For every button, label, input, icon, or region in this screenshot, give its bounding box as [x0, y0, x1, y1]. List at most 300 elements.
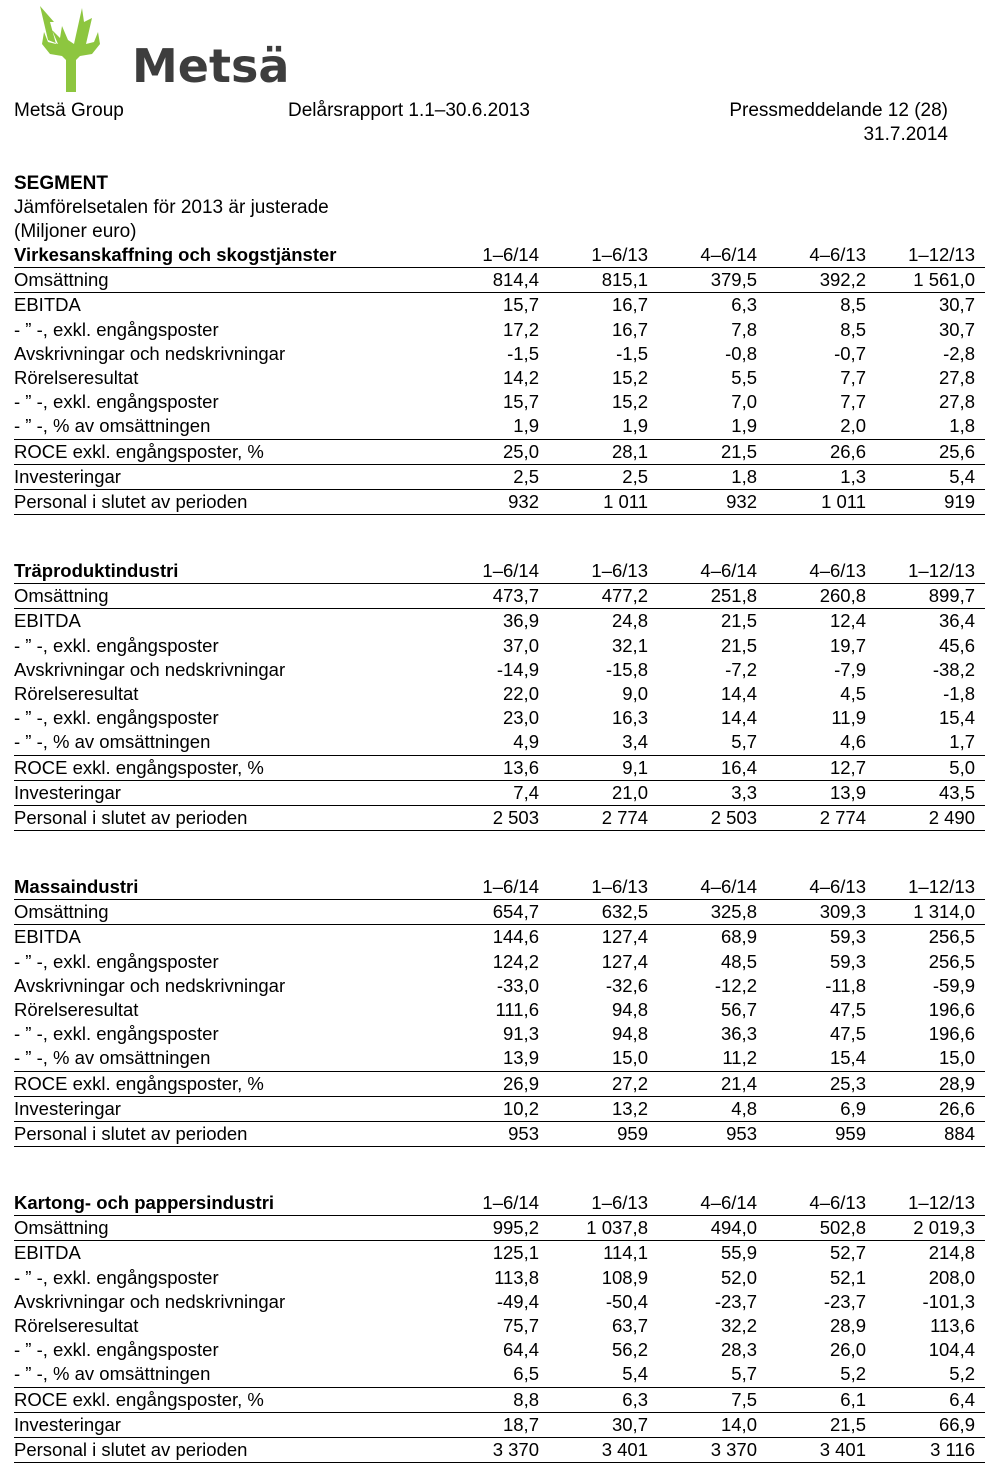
- value-cell: 113,6: [930, 1315, 975, 1337]
- value-cell: 1 561,0: [876, 268, 985, 293]
- row-label: Investeringar: [14, 780, 440, 805]
- value-cell: 196,6: [928, 1023, 975, 1045]
- table-row: [14, 1046, 985, 1071]
- value-cell: 494,0: [658, 1216, 767, 1241]
- value-cell: 1,9: [549, 414, 658, 439]
- value-cell: 208,0: [928, 1266, 975, 1288]
- row-label: Personal i slutet av perioden: [14, 1122, 440, 1147]
- unit-note: (Miljoner euro): [14, 221, 137, 242]
- value-cell: 15,4: [938, 707, 975, 729]
- row-label: Investeringar: [14, 1096, 440, 1121]
- value-cell: 379,5: [658, 268, 767, 293]
- comparison-note: Jämförelsetalen för 2013 är justerade: [14, 197, 329, 218]
- table-row: [14, 706, 985, 730]
- table-row: [14, 900, 985, 925]
- value-cell: 43,5: [876, 780, 985, 805]
- row-label: Rörelseresultat: [14, 999, 139, 1021]
- column-header: 1–12/13: [876, 559, 985, 584]
- value-cell: 4,8: [658, 1096, 767, 1121]
- row-label: Personal i slutet av perioden: [14, 1438, 440, 1463]
- row-label: Investeringar: [14, 1412, 440, 1437]
- section-kartong-pappersindustri: [14, 1191, 975, 1463]
- value-cell: 37,0: [502, 634, 539, 656]
- value-cell: -49,4: [496, 1290, 539, 1312]
- table-row: [14, 1122, 985, 1147]
- value-cell: 26,6: [767, 439, 876, 464]
- value-cell: 113,8: [494, 1266, 539, 1288]
- row-label: - ” -, % av omsättningen: [14, 1362, 440, 1387]
- value-cell: -101,3: [922, 1290, 975, 1312]
- table-header-row: [14, 243, 985, 268]
- value-cell: 127,4: [601, 950, 648, 972]
- value-cell: 63,7: [611, 1315, 648, 1337]
- value-cell: 932: [440, 490, 549, 515]
- value-cell: -11,8: [825, 974, 866, 996]
- value-cell: 36,3: [720, 1023, 757, 1045]
- report-date: 31.7.2014: [863, 124, 948, 145]
- column-header: 1–6/13: [549, 875, 658, 900]
- value-cell: 15,0: [876, 1046, 985, 1071]
- value-cell: 59,3: [829, 926, 866, 948]
- value-cell: 1 037,8: [549, 1216, 658, 1241]
- value-cell: 25,3: [767, 1071, 876, 1096]
- value-cell: 25,0: [440, 439, 549, 464]
- value-cell: 21,0: [549, 780, 658, 805]
- value-cell: 8,8: [440, 1387, 549, 1412]
- row-label: Omsättning: [14, 900, 440, 925]
- value-cell: 26,6: [876, 1096, 985, 1121]
- value-cell: 25,6: [876, 439, 985, 464]
- value-cell: 12,4: [829, 610, 866, 632]
- value-cell: 392,2: [767, 268, 876, 293]
- table-row: [14, 1071, 985, 1096]
- column-header: 1–6/13: [549, 559, 658, 584]
- segment-table: [14, 559, 985, 831]
- value-cell: 11,9: [831, 707, 866, 729]
- table-header-row: [14, 875, 985, 900]
- row-label: Rörelseresultat: [14, 1315, 139, 1337]
- value-cell: 7,7: [840, 367, 866, 389]
- value-cell: 995,2: [440, 1216, 549, 1241]
- value-cell: 8,5: [840, 294, 866, 316]
- table-row: [14, 1314, 985, 1338]
- row-label: - ” -, exkl. engångsposter: [14, 707, 219, 729]
- table-row: [14, 1022, 985, 1046]
- value-cell: 2,5: [549, 464, 658, 489]
- table-row: [14, 1241, 985, 1266]
- value-cell: 56,7: [720, 999, 757, 1021]
- value-cell: 13,9: [440, 1046, 549, 1071]
- value-cell: 16,3: [611, 707, 648, 729]
- value-cell: 32,1: [611, 634, 648, 656]
- table-row: [14, 780, 985, 805]
- column-header: 4–6/13: [767, 1191, 876, 1216]
- column-header: 1–12/13: [876, 875, 985, 900]
- value-cell: 1,8: [658, 464, 767, 489]
- row-label: - ” -, % av omsättningen: [14, 414, 440, 439]
- value-cell: -0,8: [725, 342, 757, 364]
- value-cell: 47,5: [829, 999, 866, 1021]
- value-cell: 27,8: [938, 391, 975, 413]
- section-title: Massaindustri: [14, 875, 440, 900]
- value-cell: 3 401: [767, 1438, 876, 1463]
- value-cell: 5,2: [876, 1362, 985, 1387]
- row-label: EBITDA: [14, 1242, 81, 1264]
- value-cell: 632,5: [549, 900, 658, 925]
- value-cell: 5,4: [549, 1362, 658, 1387]
- value-cell: -7,9: [834, 658, 866, 680]
- value-cell: 256,5: [928, 926, 975, 948]
- value-cell: 16,4: [658, 755, 767, 780]
- value-cell: 48,5: [720, 950, 757, 972]
- row-label: Rörelseresultat: [14, 367, 139, 389]
- value-cell: 477,2: [549, 584, 658, 609]
- value-cell: 21,4: [658, 1071, 767, 1096]
- table-row: [14, 806, 985, 831]
- segment-table: [14, 1191, 985, 1463]
- value-cell: 59,3: [829, 950, 866, 972]
- row-label: Omsättning: [14, 1216, 440, 1241]
- value-cell: 23,0: [502, 707, 539, 729]
- row-label: Omsättning: [14, 584, 440, 609]
- value-cell: 127,4: [601, 926, 648, 948]
- table-row: [14, 1096, 985, 1121]
- table-row: [14, 925, 985, 950]
- value-cell: 17,2: [502, 318, 539, 340]
- value-cell: 55,9: [720, 1242, 757, 1264]
- table-row: [14, 464, 985, 489]
- table-row: [14, 318, 985, 342]
- value-cell: 94,8: [611, 999, 648, 1021]
- column-header: 1–6/13: [549, 243, 658, 268]
- section-title: Träproduktindustri: [14, 559, 440, 584]
- column-header: 1–6/13: [549, 1191, 658, 1216]
- value-cell: 196,6: [928, 999, 975, 1021]
- value-cell: 21,5: [767, 1412, 876, 1437]
- value-cell: 13,9: [767, 780, 876, 805]
- value-cell: 1,7: [876, 730, 985, 755]
- value-cell: 18,7: [440, 1412, 549, 1437]
- value-cell: 19,7: [829, 634, 866, 656]
- value-cell: -12,2: [714, 974, 757, 996]
- value-cell: -1,8: [943, 683, 975, 705]
- value-cell: 473,7: [440, 584, 549, 609]
- row-label: EBITDA: [14, 610, 81, 632]
- table-row: [14, 658, 985, 682]
- value-cell: 2 503: [440, 806, 549, 831]
- value-cell: 12,7: [767, 755, 876, 780]
- value-cell: 52,0: [720, 1266, 757, 1288]
- value-cell: 66,9: [876, 1412, 985, 1437]
- value-cell: 3,3: [658, 780, 767, 805]
- column-header: 1–6/14: [440, 559, 549, 584]
- table-row: [14, 390, 985, 414]
- value-cell: 1 314,0: [876, 900, 985, 925]
- row-label: - ” -, exkl. engångsposter: [14, 1023, 219, 1045]
- value-cell: 11,2: [658, 1046, 767, 1071]
- value-cell: -32,6: [605, 974, 648, 996]
- row-label: - ” -, exkl. engångsposter: [14, 1339, 219, 1361]
- value-cell: 111,6: [495, 999, 539, 1021]
- value-cell: 2 774: [549, 806, 658, 831]
- table-row: [14, 609, 985, 634]
- table-row: [14, 414, 985, 439]
- table-row: [14, 366, 985, 390]
- value-cell: 56,2: [611, 1339, 648, 1361]
- segment-intro: [14, 172, 329, 244]
- value-cell: 3 116: [876, 1438, 985, 1463]
- row-label: Avskrivningar och nedskrivningar: [14, 658, 286, 680]
- value-cell: -2,8: [943, 342, 975, 364]
- table-row: [14, 950, 985, 974]
- value-cell: 6,4: [876, 1387, 985, 1412]
- value-cell: 214,8: [928, 1242, 975, 1264]
- value-cell: 3 370: [658, 1438, 767, 1463]
- value-cell: 4,9: [440, 730, 549, 755]
- value-cell: -14,9: [496, 658, 539, 680]
- table-row: [14, 342, 985, 366]
- row-label: Avskrivningar och nedskrivningar: [14, 1290, 286, 1312]
- value-cell: 814,4: [440, 268, 549, 293]
- value-cell: 32,2: [720, 1315, 757, 1337]
- value-cell: 1,3: [767, 464, 876, 489]
- value-cell: 28,9: [829, 1315, 866, 1337]
- metsa-logo: [0, 0, 290, 96]
- value-cell: 6,3: [549, 1387, 658, 1412]
- value-cell: 15,4: [767, 1046, 876, 1071]
- value-cell: 654,7: [440, 900, 549, 925]
- row-label: Avskrivningar och nedskrivningar: [14, 342, 286, 364]
- column-header: 1–6/14: [440, 875, 549, 900]
- value-cell: 325,8: [658, 900, 767, 925]
- company-name: Metsä Group: [14, 100, 124, 121]
- value-cell: -23,7: [714, 1290, 757, 1312]
- row-label: ROCE exkl. engångsposter, %: [14, 1071, 440, 1096]
- value-cell: -38,2: [932, 658, 975, 680]
- value-cell: 45,6: [938, 634, 975, 656]
- table-row: [14, 1438, 985, 1463]
- value-cell: 14,4: [720, 683, 757, 705]
- value-cell: 3 401: [549, 1438, 658, 1463]
- value-cell: 7,7: [840, 391, 866, 413]
- row-label: Rörelseresultat: [14, 683, 139, 705]
- value-cell: 7,5: [658, 1387, 767, 1412]
- value-cell: 13,2: [549, 1096, 658, 1121]
- table-row: [14, 439, 985, 464]
- value-cell: -33,0: [496, 974, 539, 996]
- row-label: - ” -, exkl. engångsposter: [14, 634, 219, 656]
- value-cell: 7,0: [731, 391, 757, 413]
- column-header: 1–6/14: [440, 243, 549, 268]
- column-header: 4–6/13: [767, 243, 876, 268]
- value-cell: -1,5: [507, 342, 539, 364]
- value-cell: 1,9: [440, 414, 549, 439]
- row-label: Avskrivningar och nedskrivningar: [14, 974, 286, 996]
- value-cell: 2,0: [767, 414, 876, 439]
- value-cell: 6,9: [767, 1096, 876, 1121]
- value-cell: 884: [876, 1122, 985, 1147]
- value-cell: 47,5: [829, 1023, 866, 1045]
- table-row: [14, 998, 985, 1022]
- table-header-row: [14, 559, 985, 584]
- table-row: [14, 974, 985, 998]
- value-cell: 21,5: [658, 439, 767, 464]
- table-row: [14, 268, 985, 293]
- value-cell: 5,5: [731, 367, 757, 389]
- value-cell: 28,3: [720, 1339, 757, 1361]
- value-cell: 30,7: [549, 1412, 658, 1437]
- segment-table: [14, 243, 985, 515]
- value-cell: 91,3: [502, 1023, 539, 1045]
- table-row: [14, 755, 985, 780]
- value-cell: 27,8: [938, 367, 975, 389]
- value-cell: 3 370: [440, 1438, 549, 1463]
- value-cell: 104,4: [928, 1339, 975, 1361]
- table-row: [14, 1216, 985, 1241]
- column-header: 1–12/13: [876, 1191, 985, 1216]
- row-label: - ” -, % av omsättningen: [14, 730, 440, 755]
- row-label: - ” -, exkl. engångsposter: [14, 1266, 219, 1288]
- value-cell: 125,1: [492, 1242, 539, 1264]
- section-title: Virkesanskaffning och skogstjänster: [14, 243, 440, 268]
- table-row: [14, 1266, 985, 1290]
- value-cell: 15,7: [502, 294, 539, 316]
- value-cell: 8,5: [840, 318, 866, 340]
- column-header: 4–6/14: [658, 559, 767, 584]
- row-label: Investeringar: [14, 464, 440, 489]
- section-title: Kartong- och pappersindustri: [14, 1191, 440, 1216]
- value-cell: 959: [767, 1122, 876, 1147]
- value-cell: 4,5: [840, 683, 866, 705]
- row-label: EBITDA: [14, 294, 81, 316]
- value-cell: 7,8: [731, 318, 757, 340]
- row-label: Personal i slutet av perioden: [14, 806, 440, 831]
- section-massaindustri: [14, 875, 975, 1147]
- row-label: Omsättning: [14, 268, 440, 293]
- column-header: 4–6/13: [767, 875, 876, 900]
- value-cell: 114,1: [603, 1242, 648, 1264]
- value-cell: 21,5: [720, 610, 757, 632]
- press-release-label: Pressmeddelande 12 (28): [729, 100, 948, 121]
- value-cell: 4,6: [767, 730, 876, 755]
- value-cell: 309,3: [767, 900, 876, 925]
- value-cell: 6,5: [440, 1362, 549, 1387]
- table-row: [14, 293, 985, 318]
- value-cell: 64,4: [502, 1339, 539, 1361]
- value-cell: 260,8: [767, 584, 876, 609]
- value-cell: 502,8: [767, 1216, 876, 1241]
- value-cell: 251,8: [658, 584, 767, 609]
- value-cell: 5,2: [767, 1362, 876, 1387]
- value-cell: 5,7: [658, 1362, 767, 1387]
- value-cell: 15,7: [502, 391, 539, 413]
- value-cell: 28,9: [876, 1071, 985, 1096]
- column-header: 4–6/13: [767, 559, 876, 584]
- value-cell: 10,2: [440, 1096, 549, 1121]
- row-label: - ” -, exkl. engångsposter: [14, 950, 219, 972]
- value-cell: 36,9: [502, 610, 539, 632]
- value-cell: 1,9: [658, 414, 767, 439]
- table-row: [14, 1290, 985, 1314]
- value-cell: 21,5: [720, 634, 757, 656]
- value-cell: 26,9: [440, 1071, 549, 1096]
- value-cell: -1,5: [616, 342, 648, 364]
- table-row: [14, 634, 985, 658]
- value-cell: -59,9: [932, 974, 975, 996]
- value-cell: 5,0: [876, 755, 985, 780]
- value-cell: 6,1: [767, 1387, 876, 1412]
- value-cell: 28,1: [549, 439, 658, 464]
- value-cell: 75,7: [502, 1315, 539, 1337]
- value-cell: 2 019,3: [876, 1216, 985, 1241]
- row-label: - ” -, exkl. engångsposter: [14, 391, 219, 413]
- row-label: ROCE exkl. engångsposter, %: [14, 1387, 440, 1412]
- value-cell: 9,1: [549, 755, 658, 780]
- section-virkesanskaffning: [14, 243, 975, 515]
- row-label: Personal i slutet av perioden: [14, 490, 440, 515]
- value-cell: 68,9: [720, 926, 757, 948]
- value-cell: 899,7: [876, 584, 985, 609]
- value-cell: 953: [658, 1122, 767, 1147]
- value-cell: 15,0: [549, 1046, 658, 1071]
- value-cell: 953: [440, 1122, 549, 1147]
- value-cell: 2 503: [658, 806, 767, 831]
- value-cell: -0,7: [834, 342, 866, 364]
- section-traproduktindustri: [14, 559, 975, 831]
- row-label: ROCE exkl. engångsposter, %: [14, 439, 440, 464]
- value-cell: 24,8: [611, 610, 648, 632]
- value-cell: 16,7: [611, 294, 648, 316]
- value-cell: 9,0: [622, 683, 648, 705]
- value-cell: 1 011: [767, 490, 876, 515]
- value-cell: 14,4: [720, 707, 757, 729]
- table-row: [14, 1412, 985, 1437]
- report-period: Delårsrapport 1.1–30.6.2013: [288, 100, 530, 121]
- value-cell: 36,4: [938, 610, 975, 632]
- value-cell: 256,5: [928, 950, 975, 972]
- value-cell: 26,0: [829, 1339, 866, 1361]
- value-cell: 7,4: [440, 780, 549, 805]
- value-cell: 2 490: [876, 806, 985, 831]
- value-cell: -23,7: [823, 1290, 866, 1312]
- value-cell: 6,3: [731, 294, 757, 316]
- value-cell: 2 774: [767, 806, 876, 831]
- value-cell: 14,0: [658, 1412, 767, 1437]
- value-cell: 919: [876, 490, 985, 515]
- value-cell: -50,4: [605, 1290, 648, 1312]
- value-cell: 2,5: [440, 464, 549, 489]
- table-row: [14, 730, 985, 755]
- value-cell: 108,9: [601, 1266, 648, 1288]
- table-row: [14, 490, 985, 515]
- table-row: [14, 682, 985, 706]
- column-header: 4–6/14: [658, 875, 767, 900]
- column-header: 1–6/14: [440, 1191, 549, 1216]
- row-label: - ” -, exkl. engångsposter: [14, 318, 219, 340]
- value-cell: 52,7: [829, 1242, 866, 1264]
- value-cell: 932: [658, 490, 767, 515]
- value-cell: 16,7: [611, 318, 648, 340]
- value-cell: -7,2: [725, 658, 757, 680]
- value-cell: 30,7: [938, 294, 975, 316]
- table-row: [14, 1362, 985, 1387]
- value-cell: 5,7: [658, 730, 767, 755]
- value-cell: 14,2: [502, 367, 539, 389]
- value-cell: 94,8: [611, 1023, 648, 1045]
- value-cell: 22,0: [502, 683, 539, 705]
- table-header-row: [14, 1191, 985, 1216]
- column-header: 4–6/14: [658, 1191, 767, 1216]
